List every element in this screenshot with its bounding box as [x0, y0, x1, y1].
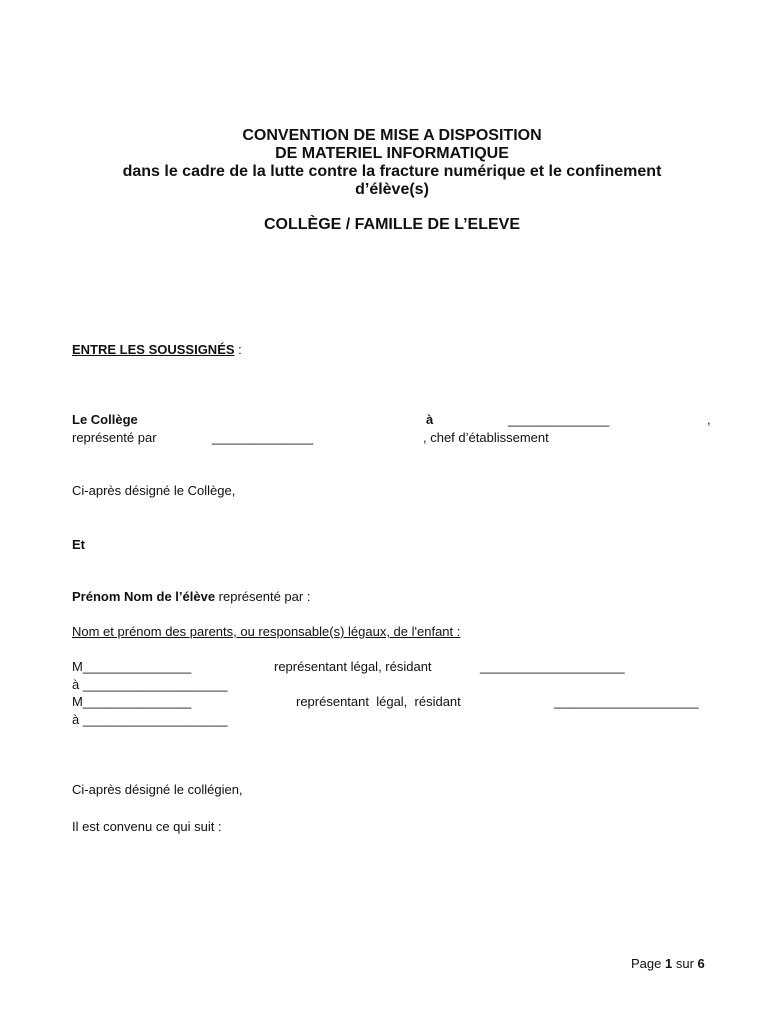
represente-par: représenté par	[72, 430, 157, 445]
title-line-4: d’élève(s)	[355, 181, 429, 198]
parent-2-rep: représentant légal, résidant	[296, 694, 461, 709]
parent-2-a: à ____________________	[72, 712, 228, 727]
et: Et	[72, 537, 85, 552]
parent-1-blank: ____________________	[480, 659, 625, 674]
eleve-line: Prénom Nom de l’élève représenté par :	[72, 589, 311, 604]
parent-1-a: à ____________________	[72, 677, 228, 692]
parent-1-rep: représentant légal, résidant	[274, 659, 432, 674]
represente-blank: ______________	[212, 430, 314, 445]
college-label: Le Collège	[72, 412, 138, 427]
parent-2-name: M_______________	[72, 694, 192, 709]
chef-etablissement: , chef d’établissement	[423, 430, 549, 445]
page-number: Page 1 sur 6	[631, 956, 705, 971]
designe-collegien: Ci-après désigné le collégien,	[72, 782, 243, 797]
college-city-blank: ______________	[508, 412, 610, 427]
title-line-3: dans le cadre de la lutte contre la fracture numérique et le confinement	[122, 163, 662, 180]
parent-1-name: M_______________	[72, 659, 192, 674]
convenu: Il est convenu ce qui suit :	[72, 819, 222, 834]
college-a: à	[426, 412, 434, 427]
subtitle: COLLÈGE / FAMILLE DE L’ELEVE	[263, 216, 521, 233]
parents-heading: Nom et prénom des parents, ou responsable(s) légaux, de l'enfant :	[72, 624, 461, 639]
parent-2-blank: ____________________	[554, 694, 699, 709]
title-line-1: CONVENTION DE MISE A DISPOSITION	[242, 127, 542, 144]
designe-college: Ci-après désigné le Collège,	[72, 483, 236, 498]
college-comma: ,	[707, 412, 711, 427]
title-line-2: DE MATERIEL INFORMATIQUE	[275, 145, 509, 162]
entre-heading: ENTRE LES SOUSSIGNÉS :	[72, 342, 242, 357]
